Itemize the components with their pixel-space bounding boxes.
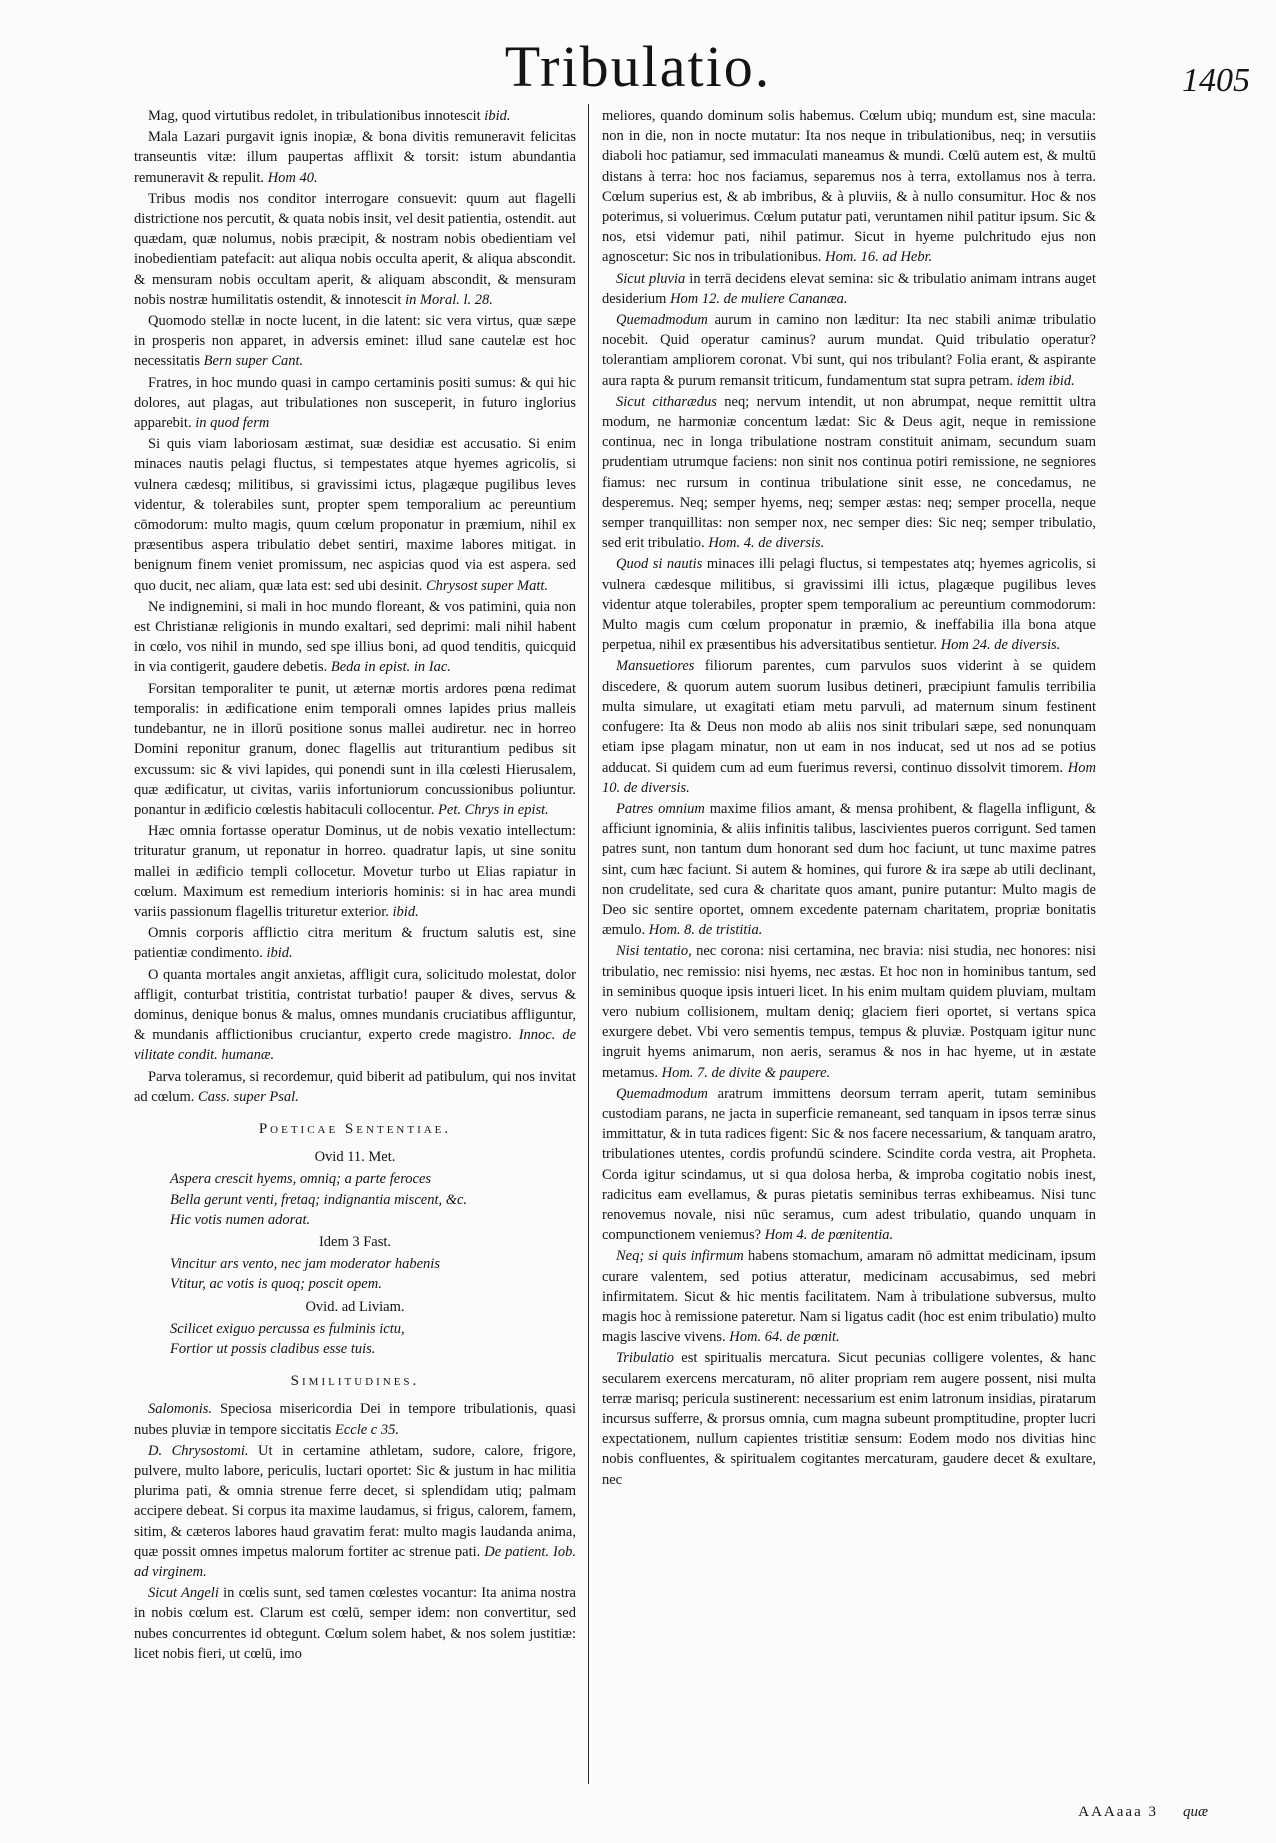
paragraph-lead: Quemadmodum bbox=[616, 1085, 708, 1102]
poetic-section bbox=[134, 1119, 576, 1359]
paragraph bbox=[134, 1583, 576, 1664]
verse-line: Hic votis numen adorat. bbox=[170, 1211, 311, 1228]
verse-source: Ovid 11. Met. bbox=[314, 1149, 396, 1166]
verse-line: Fortior ut possis cladibus esse tuis. bbox=[170, 1340, 376, 1357]
paragraph bbox=[602, 1246, 1096, 1347]
paragraph bbox=[134, 106, 576, 126]
verse-source: Ovid. ad Liviam. bbox=[305, 1298, 405, 1315]
paragraph bbox=[134, 1067, 576, 1107]
similitudines-heading: Similitudines. bbox=[290, 1373, 420, 1390]
verse-line: Vincitur ars vento, nec jam moderator habenis bbox=[170, 1256, 440, 1273]
paragraph-lead: D. Chrysostomi. bbox=[148, 1442, 249, 1459]
paragraph-text: Tribus modis nos conditor interrogare consuevit: quum aut flagelli districtione nos percutit, & quata nobis insit, vel desit patientia, ostendit. aut quædam, quæ nolumus, nobis præcipit, & nostram nobis obedientiam vel inobedientiam patefacit: aut aliqua nobis occulta aperit, & aliqua abscondit. & mensuram nobis occultam aperit, & aliquam abscondit, & mensuram nobis nostræ humilitatis ostendit, & innotescit bbox=[134, 190, 576, 308]
paragraph bbox=[602, 310, 1096, 391]
paragraph-text: Forsitan temporaliter te punit, ut æternæ mortis ardores pœna redimat temporalis: in ædificatione enim temporali omnes lapides prius malleis tundebantur, ne in illorū positione sonus mallei audiretur. nec in horreo Domini reponitur granum, donec flagellis aut triturantium pedibus sit excussum: sic & vivi lapides, qui ponendi sunt in illa cœlesti Hierusalem, quæ ædificatur, ut civitas, variis infortuniorum concussionibus poliuntur. ponantur in ædificio cœlestis habitaculi collocentur. bbox=[134, 680, 576, 818]
verse-line: Bella gerunt venti, fretaq; indignantia miscent, &c. bbox=[170, 1191, 468, 1208]
citation: ibid. bbox=[480, 108, 511, 124]
citation: Pet. Chrys in epist. bbox=[434, 801, 549, 818]
paragraph-text: aurum in camino non læditur: Ita nec stabili animæ tribulatio nocebit. Quid operatur caminus? aurum mundat. Quid tribulatio operatur? tolerantiam ampliorem coronat. Vbi sunt, qui nos tribulant? Folia erant, & aspirante aura rapta & purum remansit triticum, fundamentum stat supra petram. bbox=[602, 312, 1096, 389]
paragraph-text: Si quis viam laboriosam æstimat, suæ desidiæ est accusatio. Si enim minaces nautis pelagi fluctus, si tempestates atque hyemes agricolis, si vulnera cædesq; militibus, si gravissimi ictus, plagæque pugilibus leves videntur, & tolerabiles sunt, propter spem temporalium ac pereuntium cōmodorum: multo magis, quum cœlum proponatur in præmium, nihil ex præsentibus aspera tribulatio debet sentiri, maxime labores mitigat. in benignum finem veniet promissum, nec aspicias quod via est aspera. sed quo ducit, nec aliam, quæ lata est: sed ubi desinit. bbox=[134, 436, 576, 594]
similitudines-section bbox=[134, 1371, 576, 1664]
paragraph bbox=[134, 821, 576, 922]
paragraph bbox=[134, 434, 576, 596]
verse-source: Idem 3 Fast. bbox=[318, 1233, 392, 1250]
column-divider bbox=[588, 104, 589, 1784]
verse-line: Scilicet exiguo percussa es fulminis ictu, bbox=[170, 1320, 405, 1337]
paragraph bbox=[602, 106, 1096, 268]
citation: in Moral. l. 28. bbox=[401, 291, 493, 308]
paragraph-text: Mag, quod virtutibus redolet, in tribulationibus innotescit bbox=[148, 108, 481, 124]
paragraph-lead: Neq; si quis infirmum bbox=[616, 1248, 744, 1265]
paragraph-text: maxime filios amant, & mensa prohibent, & flagella infligunt, & afficiunt ignominia, & aliis infinitis talibus, lascivientes pueros corrigunt. Sed tamen patres sunt, non tantum dum honorant sed dum hoc faciunt, ut tunc maxime patres sint, cum hæc faciunt. Si autem & homines, qui furore & ira sæpe ab utili declinant, non crudelitate, sed cura & charitate quos amant, punire putantur: Multo magis de Deo sic sentire oportet, omnem excedente paternam charitatem, propriæ bonitatis æmulo. bbox=[602, 800, 1096, 939]
paragraph-lead: Sicut citharædus bbox=[616, 393, 717, 410]
paragraph-lead: Nisi tentatio, bbox=[616, 943, 692, 960]
paragraph-text: O quanta mortales angit anxietas, affligit cura, solicitudo molestat, dolor affligit, conturbat tristitia, contristat turbatio! pauper & dives, servus & dominus, denique bonus & malus, omnes mundanis cruciatibus affliguntur, & mundanis afflictionibus cruciantur, experto crede magistro. bbox=[134, 966, 576, 1044]
paragraph-lead: Tribulatio bbox=[616, 1350, 675, 1367]
right-paragraphs bbox=[602, 106, 1096, 1490]
citation: ibid. bbox=[262, 945, 293, 962]
citation: Hom 12. de muliere Cananæa. bbox=[666, 290, 848, 307]
citation: Hom. 64. de pœnit. bbox=[725, 1329, 840, 1346]
citation: De patient. Iob. ad virginem. bbox=[134, 1543, 576, 1581]
paragraph-text: Ne indignemini, si mali in hoc mundo floreant, & vos patimini, quia non est Christianæ religionis in mundo exaltari, sed deprimi: mali nihil habent in cœlo, vos nihil in mundo, sed spe illius boni, ad quod tenditis, quicquid in via contigerit, gaudere debetis. bbox=[134, 598, 576, 676]
paragraph-lead: Quod si nautis bbox=[616, 556, 703, 573]
paragraph-text: Mala Lazari purgavit ignis inopiæ, & bona divitis remuneravit felicitas transeuntis vitæ: illum paupertas afflixit & torsit: istum abundantia remuneravit & repulit. bbox=[134, 129, 576, 186]
paragraph-text: est spiritualis mercatura. Sicut pecunias colligere volentes, & hanc secularem exercens mercaturam, nō aliter propriam rem augere possent, nisi multa terræ marisq; pericula sustinerent: necessarium est enim latronum insidias, piratarum incursus sufferre, & prorsus omnia, cum magna subeunt promptitudine, propter lucri expectationem, nullum capientes tristitiæ sensum: Eodem modo nos divitias hinc nobis confluentes, & spiritualem cogitantes mercaturam, gaudere decet & exultare, nec bbox=[602, 1350, 1096, 1488]
citation: Hom 40. bbox=[264, 169, 318, 186]
citation: Eccle c 35. bbox=[331, 1421, 399, 1438]
paragraph-text: Ut in certamine athletam, sudore, calore, frigore, pulvere, multo labore, periculis, luctari oportet: Sic & justum in hac militia plurima pati, & omnia strenue ferre decet, si splendidam utiq; palmam accipere debeat. Si corpus ita maxime laudamus, si frigus, calorem, famem, sitim, & cæteros labores haud gravatim ferat: multo magis laudanda anima, quæ possit omnes impetus malorum fortiter ac strenue pati. bbox=[134, 1442, 576, 1560]
paragraph-text: Omnis corporis afflictio citra meritum & fructum salutis est, sine patientiæ condimento. bbox=[134, 925, 576, 962]
running-title: Tribulatio. bbox=[504, 34, 772, 99]
paragraph bbox=[134, 1399, 576, 1439]
right-column bbox=[602, 106, 1096, 1491]
citation: Beda in epist. in Iac. bbox=[327, 659, 451, 676]
page-number: 1405 bbox=[1182, 62, 1250, 99]
citation: Hom. 16. ad Hebr. bbox=[821, 249, 933, 266]
paragraph-text: Parva toleramus, si recordemur, quid biberit ad patibulum, qui nos invitat ad cœlum. bbox=[134, 1068, 576, 1105]
citation: Hom 4. de pœnitentia. bbox=[761, 1227, 894, 1244]
paragraph bbox=[602, 941, 1096, 1082]
paragraph bbox=[602, 656, 1096, 797]
citation: Hom. 8. de tristitia. bbox=[645, 922, 763, 939]
paragraph-text: Quomodo stellæ in nocte lucent, in die latent: sic vera virtus, quæ sæpe in prosperis non apparet, in adversis eminet: illud sane cautelæ est hoc necessitatis bbox=[134, 313, 576, 370]
citation: Chrysost super Matt. bbox=[422, 577, 549, 594]
paragraph bbox=[134, 373, 576, 434]
verse-line: Vtitur, ac votis is quoq; poscit opem. bbox=[170, 1276, 382, 1293]
paragraph-text: aratrum immittens deorsum terram aperit, tutam seminibus custodiam parans, ne jacta in superficie remaneant, sed tanquam in ipsos terræ sinus immittatur, & in tuta radices figent: Sic & nos facere necessarium, & tanquam aratro, tribulationes utentes, cordis profundū scindere. Scindite corda vestra, ait Propheta. Corda igitur scindamus, ut si qua dolosa herba, & improba cogitatio nobis inest, radicitus eam evellamus, & puras pietatis seminibus terras exhibeamus. Nisi tunc renovemus novale, nisi nūc seramus, cum adest tribulatio, quando unquam in compunctionem veniemus? bbox=[602, 1085, 1096, 1244]
verse-line: Aspera crescit hyems, omniq; a parte feroces bbox=[170, 1171, 432, 1188]
citation: Hom. 7. de divite & paupere. bbox=[657, 1064, 831, 1081]
citation: Hom. 4. de diversis. bbox=[704, 535, 825, 552]
paragraph-text: Speciosa misericordia Dei in tempore tribulationis, quasi nubes pluviæ in tempore siccitatis bbox=[134, 1401, 576, 1438]
left-paragraphs bbox=[134, 106, 576, 1107]
catchword: quæ bbox=[1182, 1804, 1208, 1820]
paragraph bbox=[134, 127, 576, 188]
citation: ibid. bbox=[388, 903, 419, 920]
paragraph-text: nec corona: nisi certamina, nec bravia: nisi studia, nec honores: nisi tribulatio, nec remissio: nisi hyems, nec æstas. Et hoc non in hominibus tantum, sed in seminibus quoque ipsis intueri licet. In his enim multam quidem pluviam, multam vero nubium collisionem, multam deniq; glaciem fieri oportet, si vertans spica exurgere debet. Vbi vero sementis tempus, tempus & pluviæ. Postquam igitur nunc ingruit hyems animarum, non aeris, seramus & nos in hac hyeme, ut in æstate metamus. bbox=[602, 943, 1097, 1081]
paragraph bbox=[134, 189, 576, 310]
paragraph bbox=[602, 799, 1096, 940]
paragraph-text: minaces illi pelagi fluctus, si tempestates atq; hyemes agricolis, si vulnera cædesque militibus, si gravissimi illi ictus, plagæque pugilibus leves videntur atque tolerabiles, propter spem temporalium ac pereuntium commodorum: Multo magis cum cœlum proponatur in præmio, & ineffabilia illa bona atque perpetua, nihil ex præsentibus his adversitatibus sentietur. bbox=[602, 556, 1097, 654]
citation: Bern super Cant. bbox=[200, 353, 304, 370]
paragraph bbox=[134, 923, 576, 963]
paragraph bbox=[602, 269, 1096, 309]
paragraph bbox=[134, 679, 576, 820]
paragraph bbox=[602, 554, 1096, 655]
paragraph-text: habens stomachum, amaram nō admittat medicinam, ipsum curare valentem, sed potius atteratur, medicinam accusabimus, sed mebri infirmitatem. Sicut & hic mentis facilitatem. Nam à tribulatione subversus, multo magis hoc à remissione pateretur. Nam si ligatus cadit (hoc est enim tribulatio) multo magis lascive vivens. bbox=[602, 1248, 1096, 1346]
paragraph bbox=[134, 1441, 576, 1582]
paragraph-lead: Mansuetiores bbox=[616, 658, 695, 675]
paragraph bbox=[134, 597, 576, 678]
paragraph-lead: Sicut pluvia bbox=[616, 270, 686, 287]
paragraph bbox=[602, 1084, 1096, 1246]
citation: Hom 24. de diversis. bbox=[937, 637, 1061, 654]
poetic-blocks bbox=[134, 1147, 576, 1359]
citation: Innoc. de vilitate condit. humanæ. bbox=[134, 1027, 577, 1064]
paragraph-lead: Sicut Angeli bbox=[148, 1585, 219, 1602]
paragraph-lead: Salomonis. bbox=[148, 1401, 213, 1418]
signature-mark: AAAaaa 3 bbox=[1078, 1804, 1158, 1820]
citation: Hom 10. de diversis. bbox=[602, 759, 1096, 796]
poetic-heading: Poeticae Sententiae. bbox=[258, 1120, 452, 1137]
paragraph bbox=[602, 392, 1096, 554]
paragraph bbox=[134, 311, 576, 372]
paragraph bbox=[602, 1348, 1096, 1489]
similitudines-paragraphs bbox=[134, 1399, 576, 1664]
paragraph-text: meliores, quando dominum solis habemus. Cœlum ubiq; mundum est, sine macula: non in die, non in nocte mutatur: Ita nos neque in tribulationibus, neq; in versutiis diaboli hoc patiamur, sed immaculati maneamus & mundi. Cœlū autem est, & multū distans à terra: hoc nos faciamus, separemus nos à terra, extollamus nos à terra. Cœlum superius est, & ab imbribus, & à pluviis, & à nullo consumitur. Hoc & nos poterimus, si voluerimus. Cœlum putatur pati, veruntamen nihil patitur ipsum. Sic & nos, etsi videmur pati, nihil patimur. Sicut in hyeme pulchritudo ejus non agnoscetur: Sic nos in tribulationibus. bbox=[602, 108, 1096, 266]
citation: in quod ferm bbox=[191, 415, 270, 432]
paragraph-text: Fratres, in hoc mundo quasi in campo certaminis positi sumus: & qui hic dolores, aut plagas, aut tribulationes non susceperit, in futuro inglorius apparebit. bbox=[134, 374, 576, 432]
left-column bbox=[134, 106, 576, 1665]
paragraph-text: Hæc omnia fortasse operatur Dominus, ut de nobis vexatio intellectum: trituratur granum, ut reponatur in horreo. quadratur lapis, ut sine sonitu mallei in ædificio templi collocetur. Movetur turbo ut Elias rapiatur in cœlum. Maximum est remedium interioris hominis: si in hac area mundi variis passionum flagellis trituretur exterior. bbox=[134, 823, 576, 920]
citation: idem ibid. bbox=[1013, 372, 1075, 389]
paragraph-lead: Quemadmodum bbox=[616, 312, 708, 329]
paragraph bbox=[134, 965, 576, 1066]
paragraph-text: neq; nervum intendit, ut non abrumpat, neque remittit ultra modum, ne harmoniæ concentum lædat: Sic & Deus agit, neque in remissione continua, nec in longa tribulatione nostram constituit animam, secundum suam prudentiam utrumque faciens: non sinit nos continua potiri remissione, ne segniores fiamus: nec rursum in continua tribulatione sinit esse, ne concedamus, ne desperemus. Neq; semper hyems, neq; semper æstas: neq; semper procella, neque semper tranquillitas: non semper nox, nec semper dies: Sic neq; semper tribulatio, sed erit tribulatio. bbox=[602, 393, 1096, 552]
paragraph-text: filiorum parentes, cum parvulos suos viderint à se quidem discedere, & quorum autem suorum lusibus detineri, præcipiunt famulis terribilia multa simulare, ut exagitati etiam metu parvuli, ad maternum sinum festinent confugere: Ita & Deus non modo ab aliis nos sinit tribulari sæpe, sed nonunquam etiam ipse plagam minatur, non ut eam in nos inducat, sed ut nos ad se potius adducat. Si quidem cum ad eum fuerimus reversi, continuo dissolvit timorem. bbox=[602, 658, 1096, 776]
paragraph-text: in cœlis sunt, sed tamen cœlestes vocantur: Ita anima nostra in nobis cœlum est. Clarum est cœlū, semper idem: non convertitur, sed nubes concurrentes id obtegunt. Cœlum solem habet, & nos solem justitiæ: licet nobis fieri, ut cœlū, imo bbox=[134, 1585, 576, 1662]
paragraph-text: in terrā decidens elevat semina: sic & tribulatio animam intrans auget desiderium bbox=[602, 270, 1096, 307]
paragraph-lead: Patres omnium bbox=[616, 800, 705, 817]
citation: Cass. super Psal. bbox=[194, 1088, 299, 1105]
